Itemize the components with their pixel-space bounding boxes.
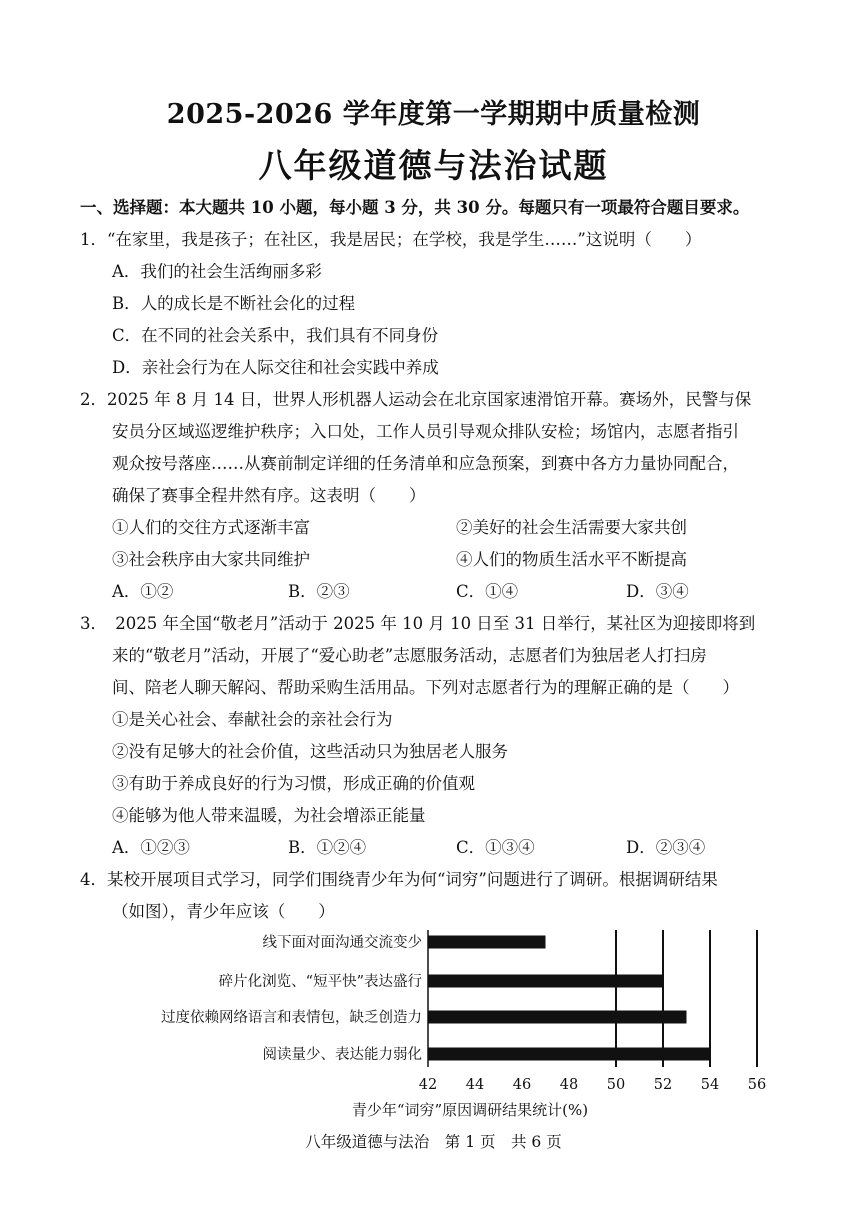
chart-category-label: 过度依赖网络语言和表情包，缺乏创造力 [161, 1010, 422, 1026]
q2-choice-c: C．①④ [456, 582, 519, 601]
q1-option-c: C．在不同的社会关系中，我们具有不同身份 [112, 326, 439, 345]
q3-statement-2: ②没有足够大的社会价值，这些活动只为独居老人服务 [112, 742, 508, 761]
chart-bar [428, 975, 663, 988]
chart-bar [428, 1011, 687, 1024]
q4-stem-line: 4．某校开展项目式学习，同学们围绕青少年为何“词穷”问题进行了调研。根据调研结果 [80, 870, 718, 889]
q1-stem: 1．“在家里，我是孩子；在社区，我是居民；在学校，我是学生……”这说明（ ） [80, 230, 702, 249]
q3-stem-line: 来的“敬老月”活动，开展了“爱心助老”志愿服务活动，志愿者们为独居老人打扫房 [112, 646, 707, 665]
q1-option-a: A．我们的社会生活绚丽多彩 [112, 262, 322, 281]
q2-statement-1: ①人们的交往方式逐渐丰富 [112, 518, 310, 537]
q4-stem-line: （如图），青少年应该（ ） [112, 902, 335, 921]
exam-subtitle: 八年级道德与法治试题 [258, 146, 609, 185]
chart-tick-label: 46 [512, 1077, 532, 1093]
q3-choice-d: D．②③④ [626, 838, 706, 857]
page-footer: 八年级道德与法治 第 1 页 共 6 页 [305, 1133, 562, 1151]
chart-tick-label: 52 [653, 1077, 673, 1093]
chart-tick-label: 48 [559, 1077, 579, 1093]
q2-stem-line: 安员分区域巡逻维护秩序；入口处，工作人员引导观众排队安检；场馆内，志愿者指引 [112, 422, 739, 441]
chart-tick-label: 44 [465, 1077, 485, 1093]
chart-tick-label: 56 [747, 1077, 767, 1093]
chart-tick-label: 54 [700, 1077, 720, 1093]
q3-stem-line: 3． 2025 年全国“敬老月”活动于 2025 年 10 月 10 日至 31 日举行，某社区为迎接即将到 [80, 614, 756, 633]
section-heading: 一、选择题：本大题共 10 小题，每小题 3 分，共 30 分。每题只有一项最符合题目要求。 [80, 198, 750, 217]
chart-category-label: 线下面对面沟通交流变少 [262, 935, 422, 951]
chart-tick-label: 42 [418, 1077, 438, 1093]
q2-stem-line: 确保了赛事全程井然有序。这表明（ ） [112, 486, 426, 505]
q3-choice-a: A．①②③ [112, 838, 190, 857]
chart-x-label: 青少年“词穷”原因调研结果统计(%) [351, 1101, 589, 1119]
q2-choice-a: A．①② [112, 582, 174, 601]
q2-statement-2: ②美好的社会生活需要大家共创 [456, 518, 687, 537]
q2-stem-line: 观众按号落座……从赛前制定详细的任务清单和应急预案，到赛中各方力量协同配合， [112, 454, 739, 473]
chart-tick-label: 50 [606, 1077, 626, 1093]
q2-stem-line: 2．2025 年 8 月 14 日，世界人形机器人运动会在北京国家速滑馆开幕。赛场外，民警与保 [80, 390, 752, 409]
q2-choice-d: D．③④ [626, 582, 689, 601]
q3-choice-c: C．①③④ [456, 838, 535, 857]
q3-statement-4: ④能够为他人带来温暖，为社会增添正能量 [112, 806, 426, 825]
survey-bar-chart [0, 925, 867, 1120]
q3-statement-3: ③有助于养成良好的行为习惯，形成正确的价值观 [112, 774, 475, 793]
q2-statement-4: ④人们的物质生活水平不断提高 [456, 550, 687, 569]
q3-statement-1: ①是关心社会、奉献社会的亲社会行为 [112, 710, 393, 729]
q3-choice-b: B．①②④ [288, 838, 367, 857]
exam-title: 2025-2026 学年度第一学期期中质量检测 [166, 99, 701, 130]
chart-bar [428, 1048, 710, 1061]
q2-statement-3: ③社会秩序由大家共同维护 [112, 550, 310, 569]
q2-choice-b: B．②③ [288, 582, 350, 601]
q1-option-b: B．人的成长是不断社会化的过程 [112, 294, 356, 313]
chart-bar [428, 936, 546, 949]
chart-category-label: 阅读量少、表达能力弱化 [262, 1047, 422, 1063]
q1-option-d: D．亲社会行为在人际交往和社会实践中养成 [112, 358, 439, 377]
q3-stem-line: 间、陪老人聊天解闷、帮助采购生活用品。下列对志愿者行为的理解正确的是（ ） [112, 678, 739, 697]
chart-category-label: 碎片化浏览、“短平快”表达盛行 [218, 974, 422, 990]
